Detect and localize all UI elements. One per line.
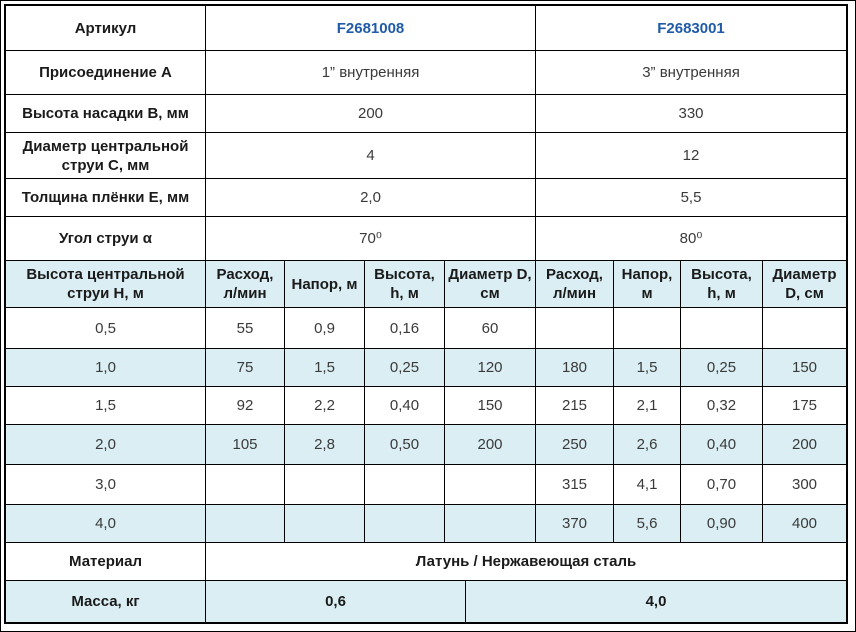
row-h-value: 1,5 (6, 387, 206, 425)
row-h-value: 1,0 (6, 349, 206, 387)
data-cell: 0,32 (681, 387, 763, 425)
data-cell: 200 (763, 425, 846, 465)
spec-table (4, 4, 848, 624)
data-cell: 2,2 (285, 387, 365, 425)
nozzle-height-value-2: 330 (536, 95, 846, 133)
row-h-value: 2,0 (6, 425, 206, 465)
data-cell: 180 (536, 349, 614, 387)
data-cell: 1,5 (285, 349, 365, 387)
data-cell: 105 (206, 425, 285, 465)
nozzle-height-value-1: 200 (206, 95, 536, 133)
col-header-pressure-1: Напор, м (285, 261, 365, 308)
data-cell: 2,6 (614, 425, 681, 465)
connection-value-2: 3” внутренняя (536, 51, 846, 95)
data-cell (614, 308, 681, 349)
data-cell: 0,25 (365, 349, 445, 387)
spec-row-jet-angle (6, 217, 846, 261)
matrix-header-row (6, 261, 846, 308)
mass-label: Масса, кг (6, 581, 206, 622)
material-row (6, 543, 846, 581)
row-h-value: 3,0 (6, 465, 206, 505)
data-cell (365, 505, 445, 543)
article-code-1: F2681008 (206, 6, 536, 51)
data-cell: 300 (763, 465, 846, 505)
spec-label-jet-angle: Угол струи α (6, 217, 206, 261)
data-cell (445, 465, 536, 505)
spec-row-nozzle-height (6, 95, 846, 133)
spec-label-nozzle-height: Высота насадки В, мм (6, 95, 206, 133)
data-cell: 400 (763, 505, 846, 543)
table-row (6, 308, 846, 349)
data-cell: 250 (536, 425, 614, 465)
col-header-diameter-1: Диаметр D, см (445, 261, 536, 308)
data-cell (285, 505, 365, 543)
data-cell (285, 465, 365, 505)
mass-value-2: 4,0 (466, 581, 846, 622)
col-header-height-1: Высота, h, м (365, 261, 445, 308)
data-cell: 4,1 (614, 465, 681, 505)
data-cell: 0,16 (365, 308, 445, 349)
film-thickness-value-2: 5,5 (536, 179, 846, 217)
spec-label-film-thickness: Толщина плёнки Е, мм (6, 179, 206, 217)
jet-diameter-value-1: 4 (206, 133, 536, 179)
table-row (6, 465, 846, 505)
row-h-value: 0,5 (6, 308, 206, 349)
spec-row-film-thickness (6, 179, 846, 217)
col-header-pressure-2: Напор, м (614, 261, 681, 308)
spec-label-article: Артикул (6, 6, 206, 51)
data-cell: 0,50 (365, 425, 445, 465)
data-cell: 0,90 (681, 505, 763, 543)
spec-label-connection: Присоединение А (6, 51, 206, 95)
col-header-flow-1: Расход, л/мин (206, 261, 285, 308)
material-value: Латунь / Нержавеющая сталь (206, 543, 846, 581)
col-header-height-2: Высота, h, м (681, 261, 763, 308)
material-label: Материал (6, 543, 206, 581)
spec-row-connection (6, 51, 846, 95)
article-code-2: F2683001 (536, 6, 846, 51)
data-cell: 2,8 (285, 425, 365, 465)
data-cell: 150 (445, 387, 536, 425)
data-cell (536, 308, 614, 349)
table-row (6, 349, 846, 387)
col-header-diameter-2: Диаметр D, см (763, 261, 846, 308)
data-cell: 0,25 (681, 349, 763, 387)
data-cell: 120 (445, 349, 536, 387)
data-cell: 215 (536, 387, 614, 425)
data-cell (206, 465, 285, 505)
row-h-value: 4,0 (6, 505, 206, 543)
data-cell: 370 (536, 505, 614, 543)
data-cell: 2,1 (614, 387, 681, 425)
table-row (6, 505, 846, 543)
spec-label-jet-diameter: Диаметр центральной струи С, мм (6, 133, 206, 179)
data-cell: 1,5 (614, 349, 681, 387)
data-cell: 55 (206, 308, 285, 349)
data-cell: 315 (536, 465, 614, 505)
data-cell: 60 (445, 308, 536, 349)
data-cell (445, 505, 536, 543)
table-row (6, 387, 846, 425)
data-cell: 0,40 (681, 425, 763, 465)
table-row (6, 425, 846, 465)
jet-angle-value-1: 70⁰ (206, 217, 536, 261)
data-cell: 0,70 (681, 465, 763, 505)
data-cell (681, 308, 763, 349)
data-cell: 0,40 (365, 387, 445, 425)
data-cell: 75 (206, 349, 285, 387)
connection-value-1: 1” внутренняя (206, 51, 536, 95)
data-cell (365, 465, 445, 505)
film-thickness-value-1: 2,0 (206, 179, 536, 217)
col-header-flow-2: Расход, л/мин (536, 261, 614, 308)
spec-row-article (6, 6, 846, 51)
data-cell (206, 505, 285, 543)
matrix-corner-header: Высота центральной струи Н, м (6, 261, 206, 308)
jet-diameter-value-2: 12 (536, 133, 846, 179)
mass-row (6, 581, 846, 622)
data-cell: 0,9 (285, 308, 365, 349)
mass-value-1: 0,6 (206, 581, 466, 622)
data-cell: 5,6 (614, 505, 681, 543)
data-cell: 175 (763, 387, 846, 425)
spec-row-jet-diameter (6, 133, 846, 179)
data-cell (763, 308, 846, 349)
data-cell: 150 (763, 349, 846, 387)
data-cell: 92 (206, 387, 285, 425)
jet-angle-value-2: 80⁰ (536, 217, 846, 261)
data-cell: 200 (445, 425, 536, 465)
